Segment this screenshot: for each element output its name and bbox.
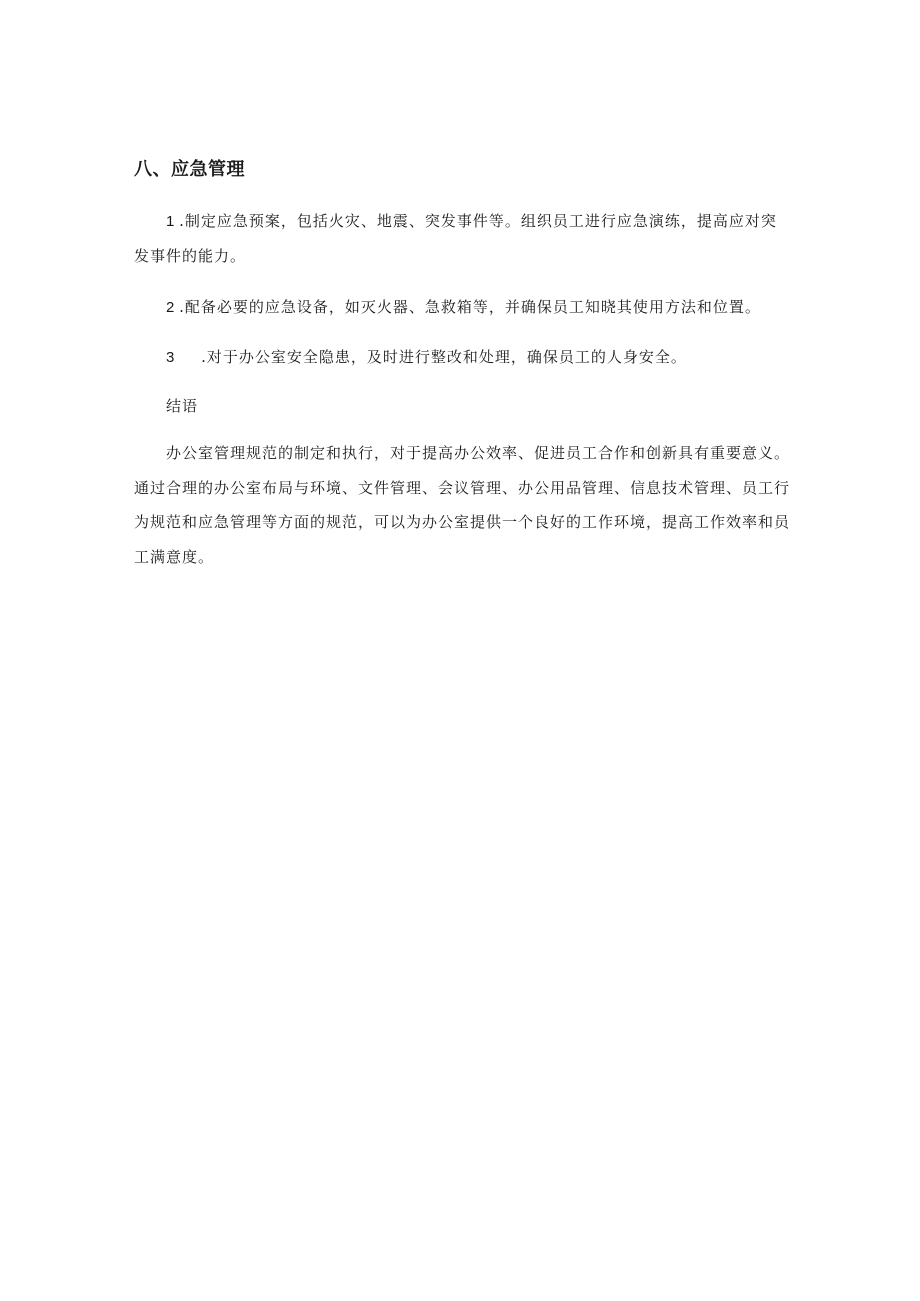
conclusion-paragraph: 办公室管理规范的制定和执行，对于提高办公效率、促进员工合作和创新具有重要意义。通过合理的办公室布局与环境、文件管理、会议管理、办公用品管理、信息技术管理、员工行为规范和应急管理等方面的规范，可以为办公室提供一个良好的工作环境，提高工作效率和员工满意度。: [134, 444, 791, 566]
list-item-number: 1: [166, 213, 175, 230]
conclusion-title: 结语: [166, 397, 199, 415]
list-item-text: .对于办公室安全隐患，及时进行整改和处理，确保员工的人身安全。: [201, 348, 687, 366]
list-item-number: 2: [166, 299, 175, 316]
section-heading: 八、应急管理: [134, 159, 245, 180]
list-item-2: [134, 290, 788, 325]
list-item-text: .制定应急预案，包括火灾、地震、突发事件等。组织员工进行应急演练，提高应对突发事件的能力。: [134, 212, 777, 265]
list-item-1: [134, 204, 788, 273]
list-item-number: 3: [166, 349, 175, 366]
list-item-3: [134, 340, 788, 375]
list-item-text: .配备必要的应急设备，如灭火器、急救箱等，并确保员工知晓其使用方法和位置。: [179, 298, 761, 316]
